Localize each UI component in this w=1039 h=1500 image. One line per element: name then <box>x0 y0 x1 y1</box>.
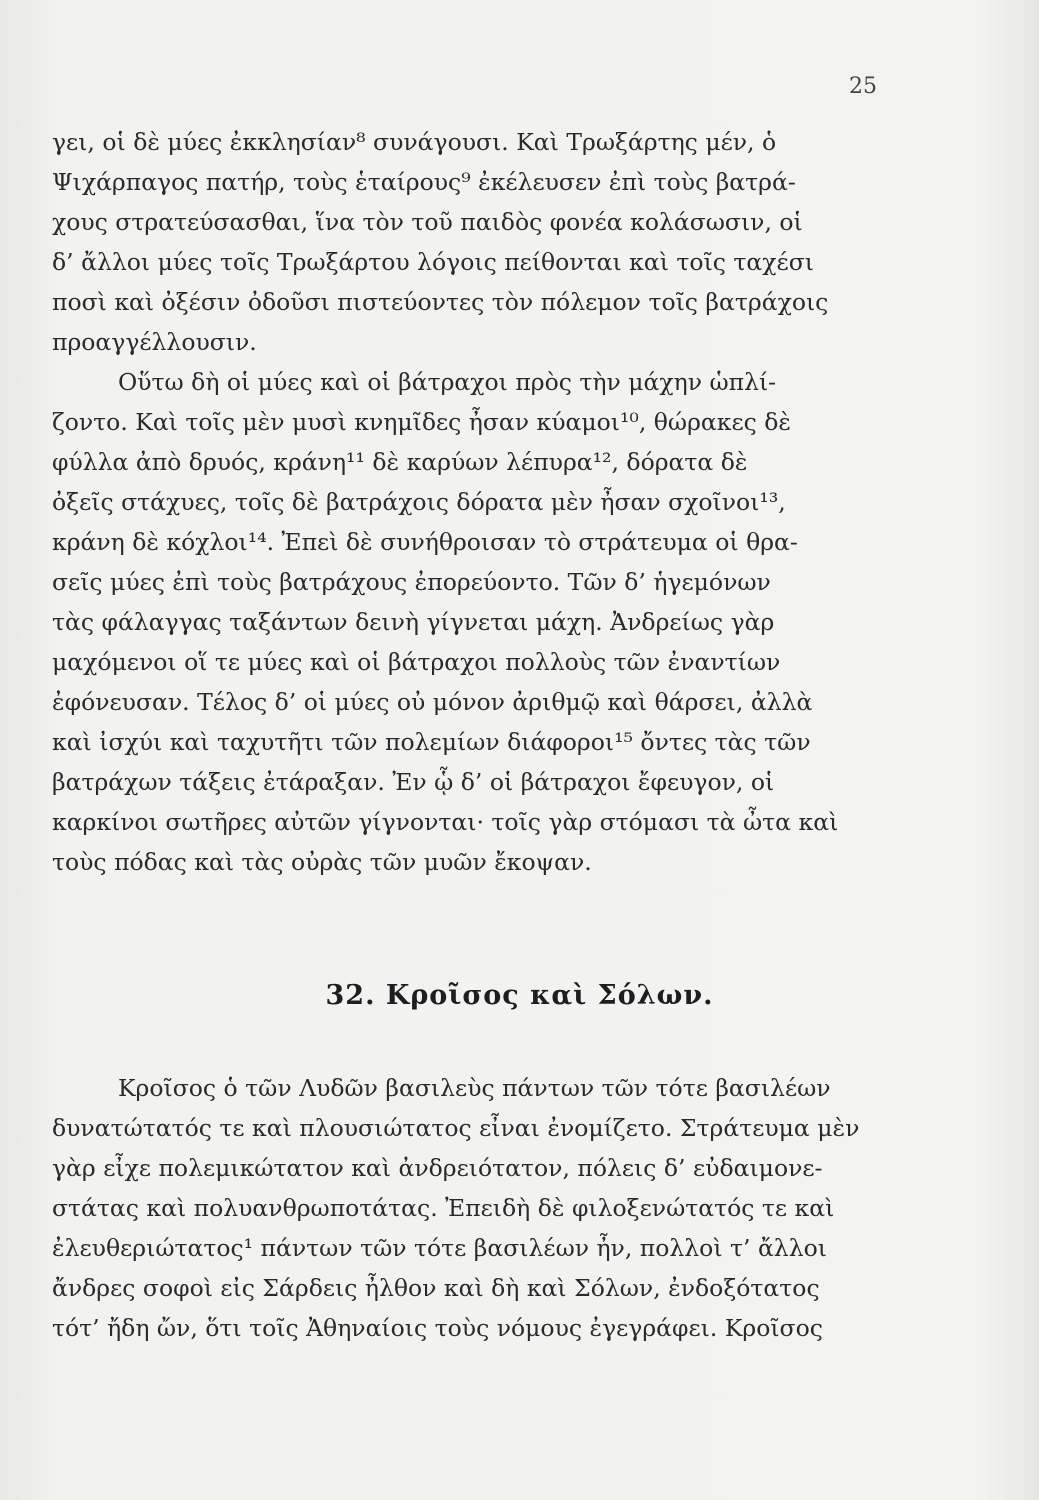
text-line: γὰρ εἶχε πολεμικώτατον καὶ ἀνδρειότατον, πόλεις δ’ εὐδαιμονε- <box>52 1154 823 1182</box>
text-line: καὶ ἰσχύι καὶ ταχυτῆτι τῶν πολεμίων διάφοροι¹⁵ ὄντες τὰς τῶν <box>52 728 811 756</box>
text-line: τότ’ ἤδη ὤν, ὅτι τοῖς Ἀθηναίοις τοὺς νόμους ἐγεγράφει. Κροῖσος <box>52 1314 823 1342</box>
fable-end-text <box>52 122 877 882</box>
text-line: προαγγέλλουσιν. <box>52 328 257 356</box>
text-line: ἐλευθεριώτατος¹ πάντων τῶν τότε βασιλέων ἦν, πολλοὶ τ’ ἄλλοι <box>52 1234 827 1262</box>
text-line: καρκίνοι σωτῆρες αὐτῶν γίγνονται· τοῖς γὰρ στόμασι τὰ ὦτα καὶ <box>52 808 839 836</box>
text-line: μαχόμενοι οἵ τε μύες καὶ οἱ βάτραχοι πολλοὺς τῶν ἐναντίων <box>52 648 781 676</box>
text-line: βατράχων τάξεις ἐτάραξαν. Ἐν ᾧ δ’ οἱ βάτραχοι ἔφευγον, οἱ <box>52 768 775 796</box>
text-line: κράνη δὲ κόχλοι¹⁴. Ἐπεὶ δὲ συνήθροισαν τὸ στράτευμα οἱ θρα- <box>52 528 798 556</box>
text-line: ἄνδρες σοφοὶ εἰς Σάρδεις ἦλθον καὶ δὴ καὶ Σόλων, ἐνδοξότατος <box>52 1274 820 1302</box>
text-line: ζοντο. Καὶ τοῖς μὲν μυσὶ κνημῖδες ἦσαν κύαμοι¹⁰, θώρακες δὲ <box>52 408 792 436</box>
text-line: χους στρατεύσασθαι, ἵνα τὸν τοῦ παιδὸς φονέα κολάσωσιν, οἱ <box>52 208 803 236</box>
text-line: στάτας καὶ πολυανθρωποτάτας. Ἐπειδὴ δὲ φιλοξενώτατός τε καὶ <box>52 1194 835 1222</box>
text-line: δυνατώτατός τε καὶ πλουσιώτατος εἶναι ἐνομίζετο. Στράτευμα μὲν <box>52 1114 860 1142</box>
text-line: φύλλα ἀπὸ δρυός, κράνη¹¹ δὲ καρύων λέπυρα¹², δόρατα δὲ <box>52 448 748 476</box>
paragraph-start-line: Οὕτω δὴ οἱ μύες καὶ οἱ βάτραχοι πρὸς τὴν μάχην ὡπλί- <box>118 368 777 396</box>
text-line: τὰς φάλαγγας ταξάντων δεινὴ γίγνεται μάχη. Ἀνδρείως γὰρ <box>52 608 775 636</box>
text-line: ἐφόνευσαν. Τέλος δ’ οἱ μύες οὐ μόνον ἀριθμῷ καὶ θάρσει, ἀλλὰ <box>52 688 813 716</box>
section-heading: 32. Κροῖσος καὶ Σόλων. <box>325 980 714 1011</box>
paragraph-start-line: Κροῖσος ὁ τῶν Λυδῶν βασιλεὺς πάντων τῶν τότε βασιλέων <box>118 1074 831 1102</box>
text-line: Ψιχάρπαγος πατήρ, τοὺς ἑταίρους⁹ ἐκέλευσεν ἐπὶ τοὺς βατρά- <box>52 168 796 196</box>
text-line: ὀξεῖς στάχυες, τοῖς δὲ βατράχοις δόρατα μὲν ἦσαν σχοῖνοι¹³, <box>52 488 786 516</box>
section-text <box>52 1068 877 1348</box>
text-line: ποσὶ καὶ ὀξέσιν ὀδοῦσι πιστεύοντες τὸν πόλεμον τοῖς βατράχοις <box>52 288 829 316</box>
text-line: δ’ ἄλλοι μύες τοῖς Τρωξάρτου λόγοις πείθονται καὶ τοῖς ταχέσι <box>52 248 814 276</box>
page-number: 25 <box>849 74 877 99</box>
text-line: γει, οἱ δὲ μύες ἐκκλησίαν⁸ συνάγουσι. Καὶ Τρωξάρτης μέν, ὁ <box>52 128 777 156</box>
text-line: σεῖς μύες ἐπὶ τοὺς βατράχους ἐπορεύοντο. Τῶν δ’ ἡγεμόνων <box>52 568 771 596</box>
text-line: τοὺς πόδας καὶ τὰς οὐρὰς τῶν μυῶν ἔκοψαν. <box>52 848 592 876</box>
